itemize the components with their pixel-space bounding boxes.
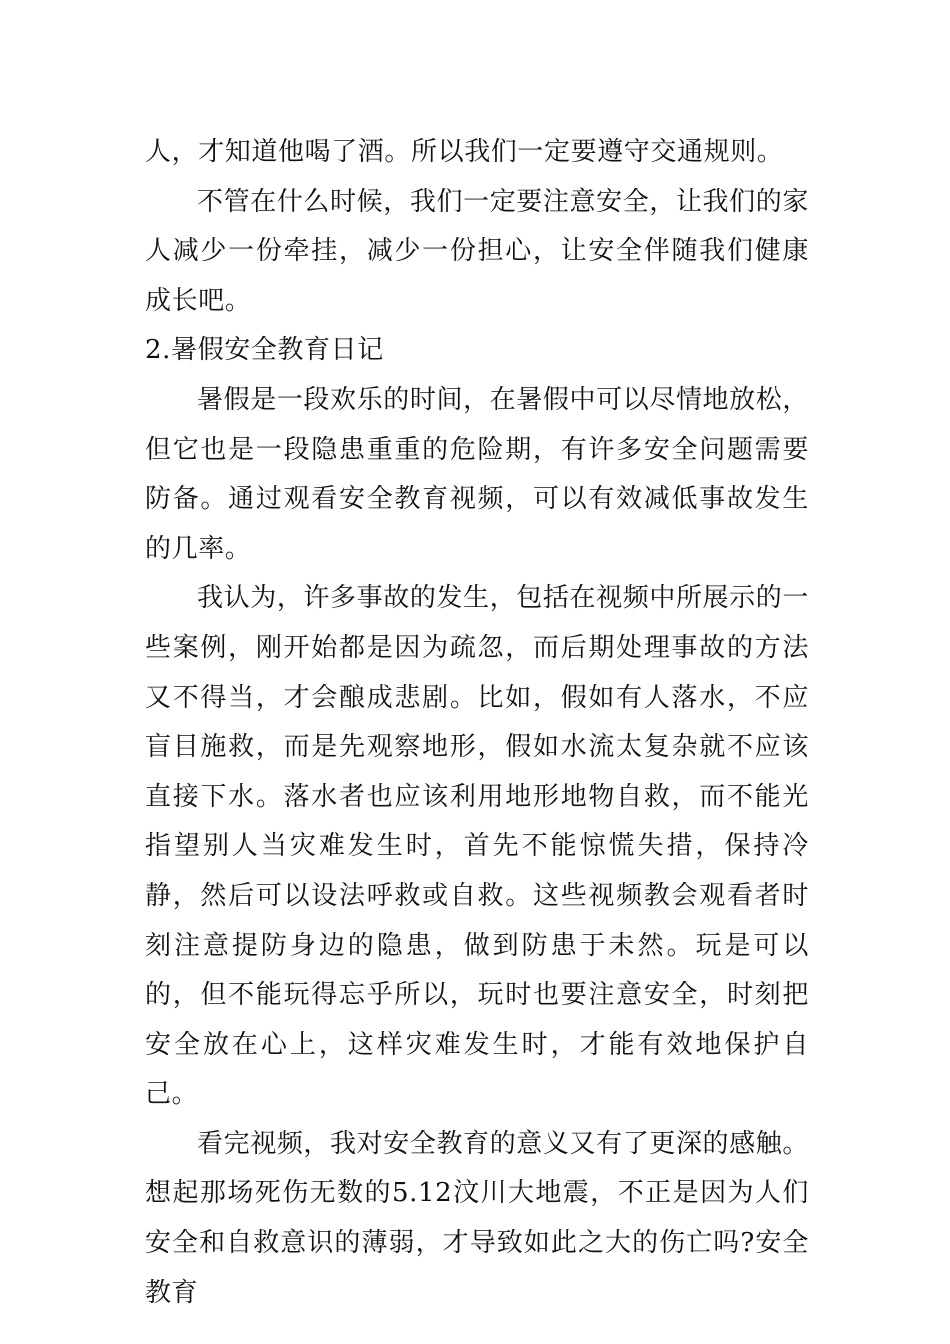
paragraph-summer-intro: 暑假是一段欢乐的时间，在暑假中可以尽情地放松，但它也是一段隐患重重的危险期，有许多安全问题需要防备。通过观看安全教育视频，可以有效减低事故发生的几率。 xyxy=(145,384,809,564)
section-heading: 2.暑假安全教育日记 xyxy=(145,335,384,366)
paragraph-safety-reminder: 不管在什么时候，我们一定要注意安全，让我们的家人减少一份牵挂，减少一份担心，让安全伴随我们健康成长吧。 xyxy=(145,186,809,316)
document-body xyxy=(145,128,809,1318)
paragraph-continuation: 人，才知道他喝了酒。所以我们一定要遵守交通规则。 xyxy=(145,137,784,167)
paragraph-accident-causes: 我认为，许多事故的发生，包括在视频中所展示的一些案例，刚开始都是因为疏忽，而后期处理事故的方法又不得当，才会酿成悲剧。比如，假如有人落水，不应盲目施救，而是先观察地形，假如水流太复杂就不应该直接下水。落水者也应该利用地形地物自救，而不能光指望别人当灾难发生时，首先不能惊慌失措，保持冷静，然后可以设法呼救或自救。这些视频教会观看者时刻注意提防身边的隐患，做到防患于未然。玩是可以的，但不能玩得忘乎所以，玩时也要注意安全，时刻把安全放在心上，这样灾难发生时，才能有效地保护自己。 xyxy=(145,583,809,1110)
paragraph-reflection: 看完视频，我对安全教育的意义又有了更深的感触。想起那场死伤无数的5.12汶川大地震，不正是因为人们安全和自救意识的薄弱，才导致如此之大的伤亡吗?安全教育 xyxy=(145,1128,809,1308)
